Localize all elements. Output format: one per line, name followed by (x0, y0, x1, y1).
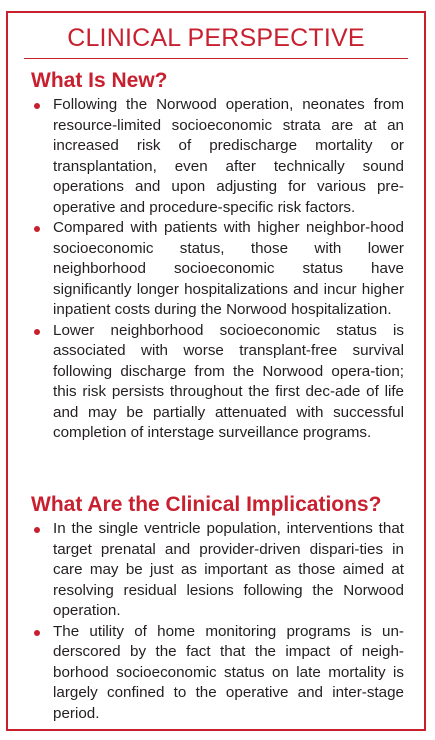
clinical-perspective-box (6, 11, 426, 731)
what-is-new-list (31, 95, 404, 444)
list-item-text: In the single ventricle population, interventions that target prenatal and provider-driven dispari-ties in care may be just as important as those aimed at resolving residual lesions following the Norwood operation. (53, 520, 404, 619)
bullet-icon (34, 329, 40, 335)
list-item (31, 321, 404, 444)
list-item (31, 519, 404, 622)
list-item (31, 622, 404, 725)
title-divider (24, 58, 408, 59)
list-item-text: Lower neighborhood socioeconomic status is associated with worse transplant-free survival following discharge from the Norwood opera-tion; this risk persists throughout the first dec-ade of life and may be partially attenuated with successful completion of interstage surveillance programs. (53, 321, 404, 441)
list-item (31, 218, 404, 321)
bullet-icon (34, 630, 40, 636)
list-item-text: The utility of home monitoring programs is un-derscored by the fact that the impact of neigh-borhood socioeconomic status on late mortality is largely confined to the operative and inter-stage period. (53, 622, 404, 722)
list-item-text: Compared with patients with higher neighbor-hood socioeconomic status, those with lower neighborhood socioeconomic status have significantly longer hospitalizations and incur higher inpatient costs during the Norwood hospitalization. (53, 219, 404, 318)
clinical-implications-list (31, 519, 404, 724)
bullet-icon (34, 103, 40, 109)
list-item-text: Following the Norwood operation, neonates from resource-limited socioeconomic strata are at an increased risk of predischarge mortality or transplantation, even after technically sound operations and upon adjusting for various pre-operative and procedure-specific risk factors. (53, 96, 404, 216)
section-heading-what-is-new: What Is New? (31, 69, 168, 92)
section-heading-clinical-implications: What Are the Clinical Implications? (31, 493, 382, 516)
bullet-icon (34, 527, 40, 533)
box-title: CLINICAL PERSPECTIVE (67, 24, 365, 52)
bullet-icon (34, 226, 40, 232)
list-item (31, 95, 404, 218)
